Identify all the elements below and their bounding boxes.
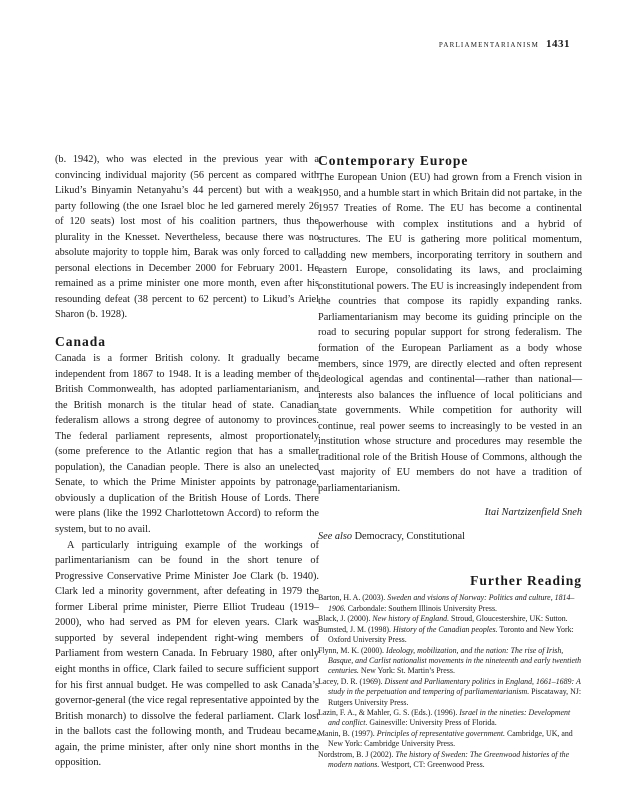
reference-author: Black, J. (2000).	[318, 614, 373, 624]
reference-item	[318, 750, 582, 771]
reference-publisher: Toronto and New York: Oxford University Press.	[328, 624, 574, 645]
see-also	[318, 529, 582, 544]
canada-paragraph-2: A particularly intriguing example of the workings of parlimentarianism can be found in the short tenure of Progressive Conservative Prime Minister Joe Clark (b. 1940). Clark led a minority government, after defeating in 1979 the former Liberal prime minister, Pierre Elliot Trudeau (1919–2000), who had served as PM for eleven years. Clark was supported by several independent right-wing members of Parliament from western Canada. In February 1980, after only eight months in office, Clark failed to secure sufficient support for his first annual budget. He was compelled to ask Canada’s governor-general (the vice regal representative appointed by the British monarch) to dissolve the federal parliament. Clark lost in the ballots cast the following month, and Trudeau became, again, the prime minister, after only nine short months in the opposition.	[55, 539, 319, 769]
reference-author: Manin, B. (1997).	[318, 728, 377, 738]
reference-author: Bumsted, J. M. (1998).	[318, 624, 393, 634]
reference-author: Barton, H. A. (2003).	[318, 593, 388, 603]
contemporary-europe-heading: Contemporary Europe	[318, 153, 469, 168]
reference-publisher: Cambridge, UK, and New York: Cambridge University Press.	[328, 728, 573, 749]
see-also-items: Democracy, Constitutional	[354, 531, 465, 543]
running-head	[439, 38, 570, 50]
reference-item	[318, 646, 582, 677]
reference-author: Nordstrom, B. J (2002).	[318, 749, 396, 759]
page-number: 1431	[546, 38, 570, 50]
reference-publisher: New York: St. Martin’s Press.	[358, 666, 455, 676]
reference-publisher: Carbondale: Southern Illinois University Press.	[345, 603, 497, 613]
reference-title: Principles of representative government.	[376, 728, 506, 738]
canada-heading: Canada	[55, 334, 107, 350]
author-signature: Itai Nartzizenfield Sneh	[484, 507, 582, 519]
reference-title: Sweden and visions of Norway: Politics and culture, 1814–1906.	[328, 593, 575, 613]
reference-title: History of the Canadian peoples.	[392, 624, 498, 634]
reference-item	[318, 729, 582, 750]
reference-publisher: Westport, CT: Greenwood Press.	[379, 759, 485, 769]
reference-list	[318, 593, 582, 770]
reference-item	[318, 593, 582, 614]
reference-author: Flynn, M. K. (2000).	[318, 645, 386, 655]
reference-publisher: Piscataway, NJ: Rutgers University Press.	[328, 687, 582, 707]
right-column	[318, 152, 582, 770]
reference-title: Dissent and Parliamentary politics in England, 1661–1689: A study in the perpetuation and tempering of parliamentarianism.	[328, 676, 581, 697]
see-also-label: See also	[318, 531, 353, 543]
reference-title: Israel in the nineties: Development and conflict.	[328, 707, 571, 728]
left-column	[55, 152, 319, 771]
reference-item	[318, 614, 582, 624]
reference-item	[318, 677, 582, 708]
reference-item	[318, 625, 582, 646]
reference-title: New history of England.	[372, 614, 450, 624]
europe-paragraph: The European Union (EU) had grown from a French vision in 1950, and a humble start in which Britain did not partake, in the 1957 Treaties of Rome. The EU has become a continental powerhouse with complex institutions and a hybrid of structures. The EU is gathering more political momentum, adding new members, incorporating territory in southern and eastern Europe, consolidating its laws, and proclaiming constitutional powers. The EU is increasingly independent from the countries that compose its rapidly expanding ranks. Parliamentarianism may become its guiding principle on the road to securing popular support for strong federalism. The formation of the European Parliament as a body whose members, since 1979, are directly elected and often represent ideological agendas and continental—rather than national—interests also balances the influence of local politicians and state governments. While competition for authority will continue, real power seems to increasingly to be vested in an institution whose structure and procedures may resemble the traditional role of the British House of Commons, although the vast majority of EU members do not have a tradition of parliamentarianism.	[318, 172, 582, 494]
reference-author: Lacey, D. R. (1969).	[318, 676, 385, 686]
reference-title: Ideology, mobilization, and the nation: The rise of Irish, Basque, and Carlist nationalist movements in the nineteenth and early twentieth centuries.	[328, 645, 582, 676]
canada-paragraph-1: Canada is a former British colony. It gradually became independent from 1867 to 1948. It is a leading member of the British Commonwealth, has adopted parliamentarianism, and the British monarch is the titular head of state. Canadian federalism allows a strong degree of autonomy to provinces. The federal parliament represents, almost proportionately (some preference to the Atlantic region that has a smaller population), the Canadian people. There is also an unelected Senate, to which the Prime Minister appoints by patronage, obviously a duplication of the British House of Lords. There were plans (like the 1992 Charlottetown Accord) to reform the system, but to no avail.	[55, 353, 319, 536]
reference-title: The history of Sweden: The Greenwood histories of the modern nations.	[328, 749, 570, 769]
running-head-title: parliamentarianism	[438, 39, 539, 50]
further-reading-heading: Further Reading	[470, 573, 582, 589]
intro-paragraph: (b. 1942), who was elected in the previous year with a convincing individual majority (56 percent as compared with Likud’s Binyamin Netanyahu’s 44 percent) but with a weak party following (the one Israel bloc he led garnered merely 26 of 120 seats) lost most of his coalition partners, thus the plurality in the Knesset. Nevertheless, because there was no absolute majority to topple him, Barak was only forced to call personal elections in December 2000 for February 2001. He remained as a prime minister one more month, even after his resounding defeat (38 percent to 62 percent) to Likud’s Ariel Sharon (b. 1928).	[55, 154, 319, 321]
reference-author: Lazin, F. A., & Mahler, G. S. (Eds.). (1996).	[318, 707, 460, 717]
reference-item	[318, 708, 582, 729]
reference-publisher: Gainesville: University Press of Florida.	[367, 718, 497, 728]
reference-publisher: Stroud, Gloucestershire, UK: Sutton.	[449, 614, 568, 624]
